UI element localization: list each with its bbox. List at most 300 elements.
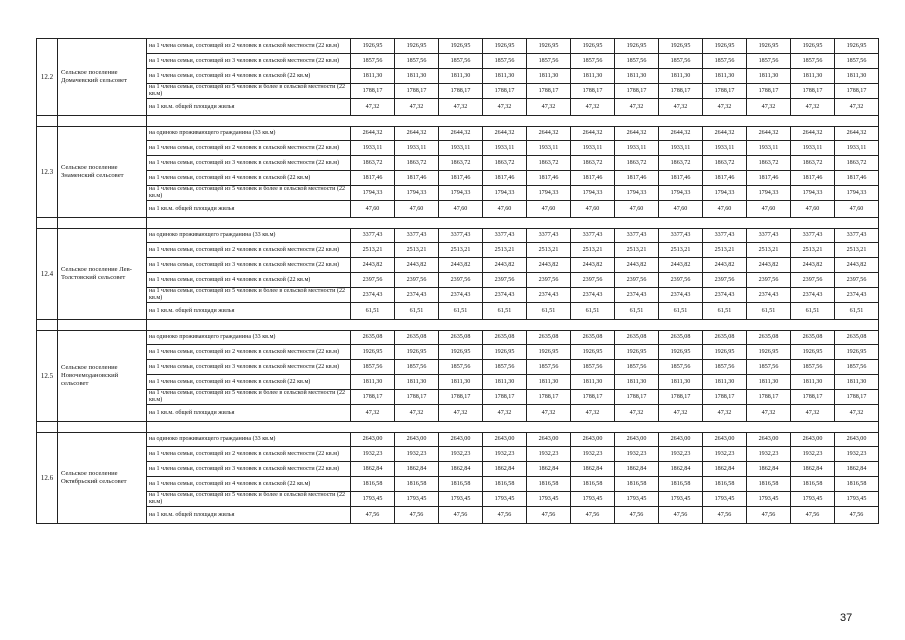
value-cell: 1926,95: [791, 39, 835, 54]
value-cell: 1811,30: [527, 375, 571, 390]
separator-num-cell: [37, 116, 58, 127]
value-cell: 2397,56: [615, 273, 659, 288]
value-cell: 1816,58: [747, 477, 791, 492]
value-cell: 47,32: [351, 99, 395, 116]
value-cell: 1811,30: [527, 69, 571, 84]
value-cell: 1811,30: [439, 69, 483, 84]
value-cell: 1793,45: [835, 492, 879, 507]
value-cell: 3377,43: [703, 229, 747, 243]
value-cell: 3377,43: [395, 229, 439, 243]
value-cell: 1863,72: [703, 156, 747, 171]
value-cell: 2635,08: [791, 331, 835, 345]
value-cell: 1857,56: [703, 54, 747, 69]
value-cell: 1857,56: [483, 54, 527, 69]
value-cell: 3377,43: [615, 229, 659, 243]
value-cell: 1932,23: [747, 447, 791, 462]
value-cell: 1857,56: [351, 360, 395, 375]
value-cell: 1817,46: [835, 171, 879, 186]
value-cell: 47,60: [703, 201, 747, 218]
value-cell: 3377,43: [351, 229, 395, 243]
group-number: 12.2: [37, 39, 58, 116]
value-cell: 1788,17: [747, 390, 791, 405]
value-cell: 2635,08: [483, 331, 527, 345]
table-row: [37, 288, 879, 303]
value-cell: 1862,84: [439, 462, 483, 477]
value-cell: 47,60: [615, 201, 659, 218]
value-cell: 47,60: [395, 201, 439, 218]
separator-data-cell: [147, 116, 879, 127]
row-description: на одиноко проживающего гражданина (33 кв.м): [147, 229, 351, 243]
value-cell: 47,60: [791, 201, 835, 218]
value-cell: 1933,11: [747, 141, 791, 156]
value-cell: 1857,56: [395, 54, 439, 69]
table-row: [37, 492, 879, 507]
settlement-name: Сельское поселение Домачевский сельсовет: [58, 39, 147, 116]
value-cell: 47,32: [747, 99, 791, 116]
value-cell: 2374,43: [351, 288, 395, 303]
value-cell: 1817,46: [351, 171, 395, 186]
value-cell: 61,51: [483, 303, 527, 320]
value-cell: 1863,72: [659, 156, 703, 171]
value-cell: 1788,17: [659, 84, 703, 99]
value-cell: 1926,95: [527, 345, 571, 360]
value-cell: 1933,11: [659, 141, 703, 156]
value-cell: 1817,46: [703, 171, 747, 186]
value-cell: 1857,56: [439, 54, 483, 69]
value-cell: 2397,56: [703, 273, 747, 288]
value-cell: 1793,45: [571, 492, 615, 507]
value-cell: 1932,23: [571, 447, 615, 462]
value-cell: 1933,11: [439, 141, 483, 156]
separator-settlement-cell: [58, 218, 147, 229]
value-cell: 2397,56: [395, 273, 439, 288]
row-description: на 1 члена семьи, состоящей из 2 человек в сельской местности (22 кв.м): [147, 345, 351, 360]
value-cell: 47,32: [439, 99, 483, 116]
value-cell: 1857,56: [439, 360, 483, 375]
value-cell: 2397,56: [439, 273, 483, 288]
value-cell: 1794,33: [351, 186, 395, 201]
value-cell: 1862,84: [351, 462, 395, 477]
value-cell: 47,32: [703, 99, 747, 116]
value-cell: 47,32: [571, 405, 615, 422]
value-cell: 1926,95: [703, 345, 747, 360]
value-cell: 1933,11: [527, 141, 571, 156]
value-cell: 1926,95: [571, 39, 615, 54]
value-cell: 1863,72: [835, 156, 879, 171]
value-cell: 1788,17: [571, 84, 615, 99]
row-description: на 1 члена семьи, состоящей из 3 человек в сельской местности (22 кв.м): [147, 360, 351, 375]
value-cell: 1811,30: [615, 69, 659, 84]
value-cell: 2513,21: [395, 243, 439, 258]
value-cell: 2644,32: [835, 127, 879, 141]
value-cell: 2635,08: [747, 331, 791, 345]
row-description: на одиноко проживающего гражданина (33 кв.м): [147, 331, 351, 345]
table-row: [37, 447, 879, 462]
value-cell: 2374,43: [571, 288, 615, 303]
value-cell: 2443,82: [439, 258, 483, 273]
value-cell: 2513,21: [483, 243, 527, 258]
separator-num-cell: [37, 218, 58, 229]
value-cell: 1794,33: [835, 186, 879, 201]
value-cell: 1811,30: [351, 69, 395, 84]
value-cell: 1811,30: [835, 375, 879, 390]
value-cell: 1926,95: [615, 345, 659, 360]
value-cell: 47,56: [439, 507, 483, 524]
row-description: на 1 кв.м. общей площади жилья: [147, 303, 351, 320]
value-cell: 1811,30: [659, 69, 703, 84]
value-cell: 47,32: [835, 99, 879, 116]
value-cell: 1793,45: [659, 492, 703, 507]
settlement-name: Сельское поселение Знаменский сельсовет: [58, 127, 147, 218]
row-description: на 1 члена семьи, состоящей из 2 человек в сельской местности (22 кв.м): [147, 243, 351, 258]
row-description: на 1 члена семьи, состоящей из 4 человек в сельской (22 кв.м): [147, 375, 351, 390]
table-row: [37, 84, 879, 99]
table-row: [37, 201, 879, 218]
value-cell: 2374,43: [659, 288, 703, 303]
value-cell: 1788,17: [351, 390, 395, 405]
value-cell: 2643,00: [571, 433, 615, 447]
value-cell: 1857,56: [791, 360, 835, 375]
value-cell: 1857,56: [659, 360, 703, 375]
value-cell: 2643,00: [615, 433, 659, 447]
value-cell: 1793,45: [483, 492, 527, 507]
value-cell: 1816,58: [483, 477, 527, 492]
value-cell: 2644,32: [351, 127, 395, 141]
value-cell: 2513,21: [615, 243, 659, 258]
row-description: на 1 члена семьи, состоящей из 4 человек в сельской (22 кв.м): [147, 477, 351, 492]
value-cell: 3377,43: [659, 229, 703, 243]
value-cell: 1788,17: [747, 84, 791, 99]
value-cell: 1788,17: [351, 84, 395, 99]
value-cell: 2643,00: [395, 433, 439, 447]
value-cell: 1816,58: [791, 477, 835, 492]
value-cell: 1788,17: [703, 84, 747, 99]
value-cell: 1811,30: [615, 375, 659, 390]
value-cell: 1857,56: [835, 54, 879, 69]
row-description: на 1 члена семьи, состоящей из 4 человек в сельской (22 кв.м): [147, 273, 351, 288]
table-body: [37, 39, 879, 524]
value-cell: 2635,08: [351, 331, 395, 345]
value-cell: 1816,58: [571, 477, 615, 492]
value-cell: 2374,43: [791, 288, 835, 303]
value-cell: 2644,32: [659, 127, 703, 141]
value-cell: 1932,23: [615, 447, 659, 462]
value-cell: 1816,58: [527, 477, 571, 492]
value-cell: 1926,95: [439, 345, 483, 360]
value-cell: 1857,56: [659, 54, 703, 69]
value-cell: 1863,72: [395, 156, 439, 171]
value-cell: 1933,11: [835, 141, 879, 156]
value-cell: 2644,32: [527, 127, 571, 141]
value-cell: 1817,46: [483, 171, 527, 186]
value-cell: 2635,08: [571, 331, 615, 345]
value-cell: 1857,56: [395, 360, 439, 375]
table-row: [37, 156, 879, 171]
value-cell: 2374,43: [527, 288, 571, 303]
value-cell: 1788,17: [615, 390, 659, 405]
value-cell: 1926,95: [791, 345, 835, 360]
value-cell: 1862,84: [703, 462, 747, 477]
value-cell: 1933,11: [483, 141, 527, 156]
value-cell: 47,32: [615, 99, 659, 116]
table-row: [37, 258, 879, 273]
value-cell: 2643,00: [659, 433, 703, 447]
value-cell: 1817,46: [747, 171, 791, 186]
value-cell: 1788,17: [791, 390, 835, 405]
value-cell: 1788,17: [615, 84, 659, 99]
value-cell: 2443,82: [835, 258, 879, 273]
value-cell: 2374,43: [747, 288, 791, 303]
value-cell: 61,51: [747, 303, 791, 320]
value-cell: 1926,95: [747, 345, 791, 360]
settlement-name: Сельское поселение Новочемодановский сельсовет: [58, 331, 147, 422]
value-cell: 2374,43: [483, 288, 527, 303]
value-cell: 2513,21: [351, 243, 395, 258]
value-cell: 2397,56: [747, 273, 791, 288]
table-row: [37, 243, 879, 258]
value-cell: 1794,33: [439, 186, 483, 201]
group-separator-row: [37, 218, 879, 229]
separator-settlement-cell: [58, 422, 147, 433]
row-description: на 1 члена семьи, состоящей из 3 человек в сельской местности (22 кв.м): [147, 258, 351, 273]
row-description: на 1 кв.м. общей площади жилья: [147, 99, 351, 116]
value-cell: 1788,17: [527, 84, 571, 99]
value-cell: 1794,33: [483, 186, 527, 201]
value-cell: 47,56: [351, 507, 395, 524]
value-cell: 1817,46: [791, 171, 835, 186]
table-row: [37, 303, 879, 320]
value-cell: 1857,56: [615, 54, 659, 69]
value-cell: 3377,43: [439, 229, 483, 243]
value-cell: 2374,43: [703, 288, 747, 303]
value-cell: 1788,17: [835, 84, 879, 99]
group-number: 12.5: [37, 331, 58, 422]
value-cell: 1788,17: [835, 390, 879, 405]
value-cell: 47,60: [747, 201, 791, 218]
value-cell: 2397,56: [791, 273, 835, 288]
value-cell: 1933,11: [351, 141, 395, 156]
value-cell: 3377,43: [835, 229, 879, 243]
value-cell: 47,60: [439, 201, 483, 218]
value-cell: 2643,00: [351, 433, 395, 447]
value-cell: 2513,21: [791, 243, 835, 258]
value-cell: 1793,45: [395, 492, 439, 507]
value-cell: 1857,56: [571, 54, 615, 69]
value-cell: 2443,82: [527, 258, 571, 273]
value-cell: 61,51: [659, 303, 703, 320]
value-cell: 1817,46: [571, 171, 615, 186]
value-cell: 1793,45: [615, 492, 659, 507]
table-row: [37, 69, 879, 84]
value-cell: 2643,00: [483, 433, 527, 447]
value-cell: 1794,33: [659, 186, 703, 201]
value-cell: 1862,84: [791, 462, 835, 477]
value-cell: 47,56: [747, 507, 791, 524]
value-cell: 2635,08: [527, 331, 571, 345]
value-cell: 1932,23: [703, 447, 747, 462]
value-cell: 2443,82: [483, 258, 527, 273]
separator-data-cell: [147, 422, 879, 433]
row-description: на 1 члена семьи, состоящей из 5 человек и более в сельской местности (22 кв.м): [147, 288, 351, 303]
table-row: [37, 477, 879, 492]
value-cell: 2635,08: [703, 331, 747, 345]
value-cell: 2443,82: [615, 258, 659, 273]
value-cell: 1926,95: [439, 39, 483, 54]
value-cell: 2644,32: [483, 127, 527, 141]
group-separator-row: [37, 422, 879, 433]
value-cell: 61,51: [615, 303, 659, 320]
value-cell: 1926,95: [703, 39, 747, 54]
value-cell: 47,32: [659, 99, 703, 116]
value-cell: 1811,30: [659, 375, 703, 390]
value-cell: 2513,21: [439, 243, 483, 258]
value-cell: 1857,56: [791, 54, 835, 69]
value-cell: 1863,72: [483, 156, 527, 171]
row-description: на 1 кв.м. общей площади жилья: [147, 201, 351, 218]
value-cell: 1817,46: [527, 171, 571, 186]
value-cell: 1793,45: [351, 492, 395, 507]
value-cell: 47,32: [395, 99, 439, 116]
value-cell: 47,56: [659, 507, 703, 524]
value-cell: 1926,95: [659, 345, 703, 360]
table-row: [37, 375, 879, 390]
value-cell: 2397,56: [571, 273, 615, 288]
value-cell: 2443,82: [747, 258, 791, 273]
row-description: на 1 члена семьи, состоящей из 2 человек в сельской местности (22 кв.м): [147, 447, 351, 462]
value-cell: 1857,56: [351, 54, 395, 69]
value-cell: 1857,56: [703, 360, 747, 375]
value-cell: 47,56: [395, 507, 439, 524]
value-cell: 47,32: [791, 99, 835, 116]
value-cell: 47,32: [659, 405, 703, 422]
table-row: [37, 99, 879, 116]
value-cell: 2374,43: [439, 288, 483, 303]
settlement-name: Сельское поселение Лев-Толстовский сельсовет: [58, 229, 147, 320]
value-cell: 1811,30: [571, 69, 615, 84]
value-cell: 1811,30: [439, 375, 483, 390]
value-cell: 2643,00: [439, 433, 483, 447]
value-cell: 1932,23: [835, 447, 879, 462]
value-cell: 1926,95: [527, 39, 571, 54]
value-cell: 1788,17: [483, 84, 527, 99]
value-cell: 1926,95: [351, 345, 395, 360]
value-cell: 2643,00: [791, 433, 835, 447]
group-number: 12.3: [37, 127, 58, 218]
value-cell: 1788,17: [659, 390, 703, 405]
row-description: на 1 кв.м. общей площади жилья: [147, 405, 351, 422]
separator-data-cell: [147, 218, 879, 229]
value-cell: 1788,17: [395, 390, 439, 405]
value-cell: 1862,84: [571, 462, 615, 477]
value-cell: 1816,58: [351, 477, 395, 492]
value-cell: 2443,82: [351, 258, 395, 273]
value-cell: 47,56: [483, 507, 527, 524]
value-cell: 1932,23: [351, 447, 395, 462]
value-cell: 1926,95: [659, 39, 703, 54]
value-cell: 2635,08: [835, 331, 879, 345]
value-cell: 1926,95: [835, 39, 879, 54]
table-row: [37, 433, 879, 447]
table-row: [37, 390, 879, 405]
value-cell: 2643,00: [527, 433, 571, 447]
value-cell: 1816,58: [835, 477, 879, 492]
value-cell: 1811,30: [571, 375, 615, 390]
value-cell: 1788,17: [571, 390, 615, 405]
value-cell: 1863,72: [747, 156, 791, 171]
value-cell: 2644,32: [439, 127, 483, 141]
value-cell: 1863,72: [439, 156, 483, 171]
row-description: на 1 члена семьи, состоящей из 3 человек в сельской местности (22 кв.м): [147, 462, 351, 477]
value-cell: 47,60: [659, 201, 703, 218]
value-cell: 1862,84: [835, 462, 879, 477]
value-cell: 1816,58: [659, 477, 703, 492]
value-cell: 1932,23: [791, 447, 835, 462]
value-cell: 1794,33: [527, 186, 571, 201]
value-cell: 1816,58: [703, 477, 747, 492]
value-cell: 1788,17: [483, 390, 527, 405]
value-cell: 1788,17: [395, 84, 439, 99]
value-cell: 1816,58: [439, 477, 483, 492]
value-cell: 1788,17: [703, 390, 747, 405]
value-cell: 1932,23: [527, 447, 571, 462]
value-cell: 2513,21: [659, 243, 703, 258]
value-cell: 2397,56: [351, 273, 395, 288]
value-cell: 2635,08: [659, 331, 703, 345]
value-cell: 1863,72: [615, 156, 659, 171]
value-cell: 47,56: [791, 507, 835, 524]
value-cell: 3377,43: [527, 229, 571, 243]
value-cell: 1857,56: [527, 54, 571, 69]
row-description: на 1 члена семьи, состоящей из 5 человек и более в сельской местности (22 кв.м): [147, 492, 351, 507]
row-description: на 1 члена семьи, состоящей из 5 человек и более в сельской местности (22 кв.м): [147, 390, 351, 405]
value-cell: 61,51: [395, 303, 439, 320]
value-cell: 1863,72: [571, 156, 615, 171]
value-cell: 2643,00: [835, 433, 879, 447]
value-cell: 1811,30: [483, 69, 527, 84]
value-cell: 1862,84: [747, 462, 791, 477]
value-cell: 1816,58: [395, 477, 439, 492]
value-cell: 1788,17: [439, 84, 483, 99]
value-cell: 1794,33: [615, 186, 659, 201]
value-cell: 1932,23: [483, 447, 527, 462]
value-cell: 1793,45: [747, 492, 791, 507]
row-description: на 1 члена семьи, состоящей из 5 человек и более в сельской местности (22 кв.м): [147, 84, 351, 99]
row-description: на 1 члена семьи, состоящей из 5 человек и более в сельской местности (22 кв.м): [147, 186, 351, 201]
value-cell: 47,32: [483, 405, 527, 422]
value-cell: 2443,82: [395, 258, 439, 273]
value-cell: 2643,00: [703, 433, 747, 447]
value-cell: 2644,32: [571, 127, 615, 141]
value-cell: 1811,30: [483, 375, 527, 390]
value-cell: 47,32: [703, 405, 747, 422]
value-cell: 1863,72: [791, 156, 835, 171]
value-cell: 2397,56: [659, 273, 703, 288]
value-cell: 2635,08: [439, 331, 483, 345]
row-description: на 1 члена семьи, состоящей из 3 человек в сельской местности (22 кв.м): [147, 156, 351, 171]
row-description: на 1 члена семьи, состоящей из 3 человек в сельской местности (22 кв.м): [147, 54, 351, 69]
row-description: на 1 члена семьи, состоящей из 2 человек в сельской местности (22 кв.м): [147, 39, 351, 54]
value-cell: 2513,21: [703, 243, 747, 258]
value-cell: 2644,32: [791, 127, 835, 141]
group-number: 12.6: [37, 433, 58, 524]
value-cell: 1862,84: [615, 462, 659, 477]
value-cell: 1794,33: [703, 186, 747, 201]
value-cell: 2644,32: [615, 127, 659, 141]
value-cell: 47,32: [483, 99, 527, 116]
separator-settlement-cell: [58, 116, 147, 127]
value-cell: 61,51: [527, 303, 571, 320]
value-cell: 1926,95: [615, 39, 659, 54]
